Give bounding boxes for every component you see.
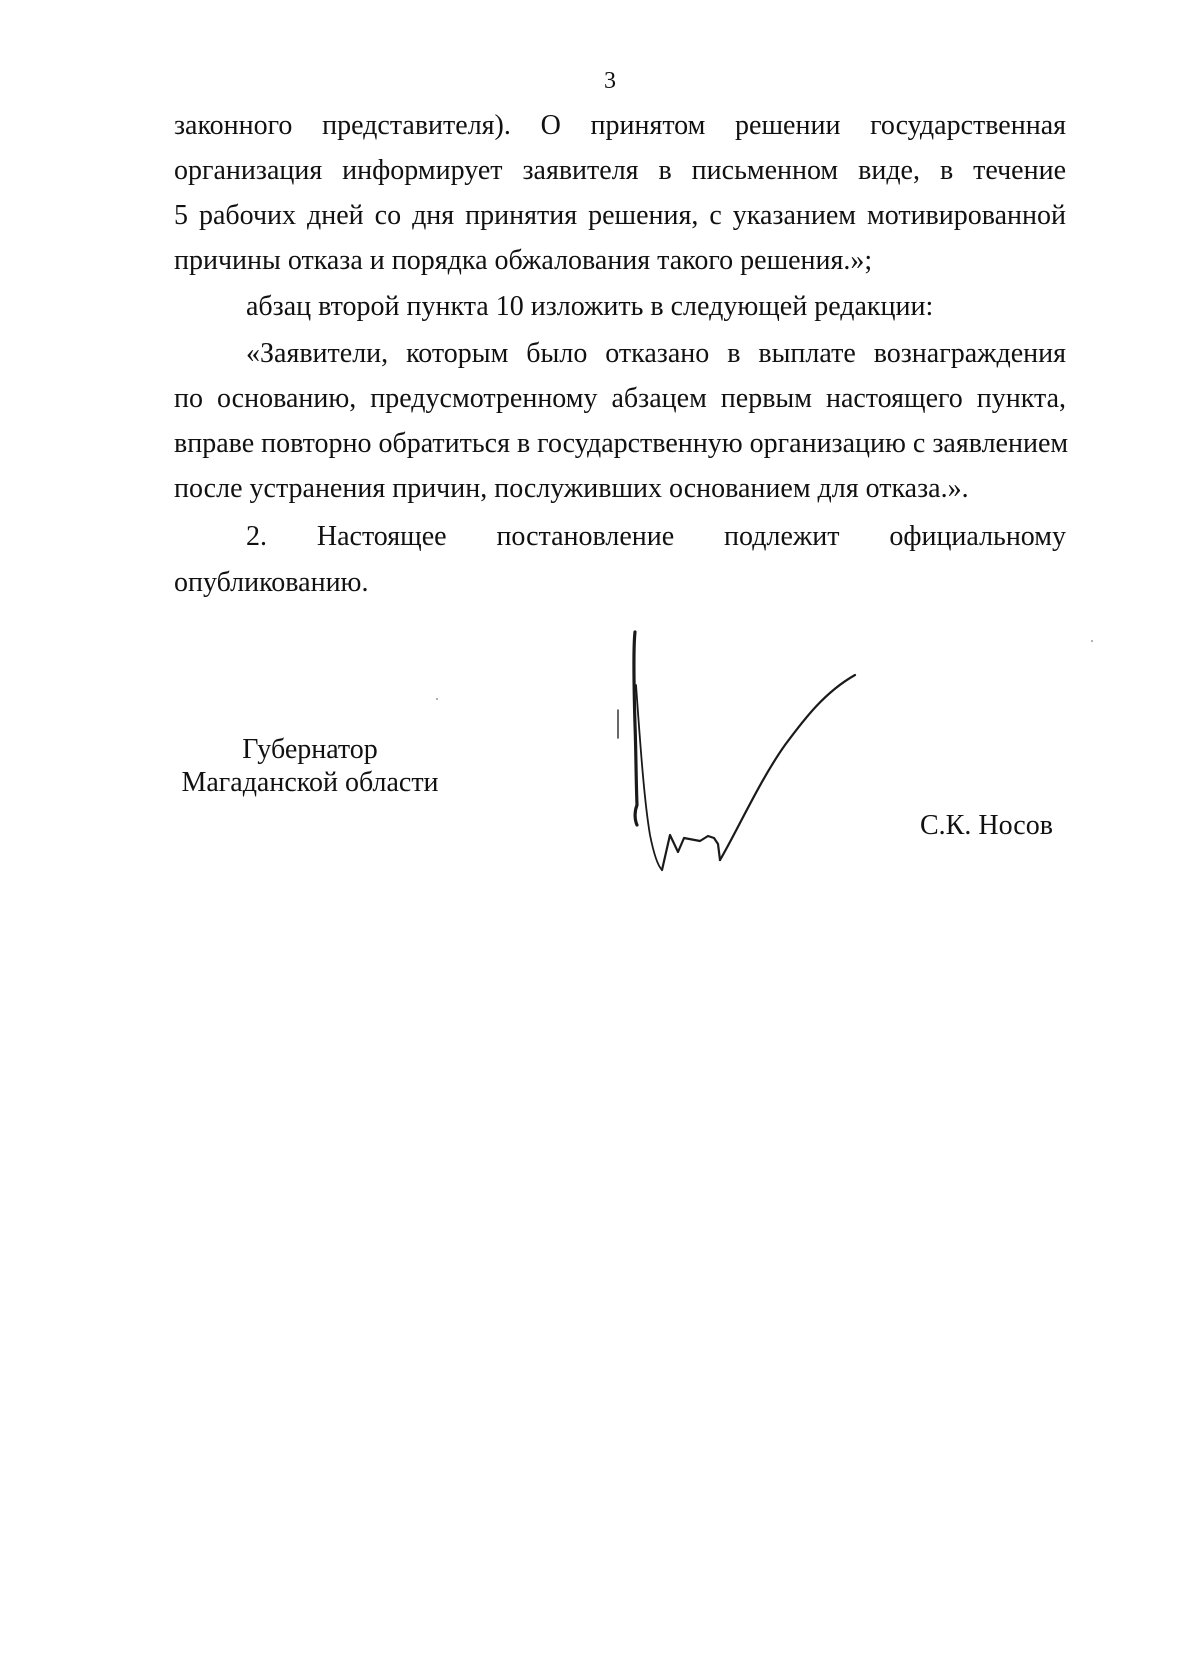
signatory-name: С.К. Носов	[920, 810, 1053, 841]
paragraph-1-line-2: организация информирует заявителя в письменном виде, в течение	[174, 155, 1066, 186]
paragraph-1-line-4: причины отказа и порядка обжалования такого решения.»;	[174, 245, 873, 276]
handwritten-signature-icon	[600, 630, 890, 910]
paragraph-1-line-1: законного представителя). О принятом решении государственная	[174, 110, 1066, 141]
page-number: 3	[604, 68, 616, 94]
signatory-position-line-2: Магаданской области	[181, 767, 439, 798]
scan-speck	[436, 698, 438, 700]
paragraph-3-line-3: вправе повторно обратиться в государственную организацию с заявлением	[174, 428, 1069, 459]
paragraph-3-line-4: после устранения причин, послуживших основанием для отказа.».	[174, 473, 969, 504]
paragraph-2-line-1: абзац второй пункта 10 изложить в следующей редакции:	[246, 291, 934, 322]
paragraph-1-line-3: 5 рабочих дней со дня принятия решения, с указанием мотивированной	[174, 200, 1066, 231]
paragraph-4-line-2: опубликованию.	[174, 567, 369, 598]
paragraph-4-line-1: 2. Настоящее постановление подлежит официальному	[246, 521, 1066, 552]
paragraph-3-line-2: по основанию, предусмотренному абзацем первым настоящего пункта,	[174, 383, 1066, 414]
paragraph-3-line-1: «Заявители, которым было отказано в выплате вознаграждения	[246, 338, 1066, 369]
signatory-position-line-1: Губернатор	[242, 734, 378, 765]
scan-speck	[1091, 640, 1093, 642]
